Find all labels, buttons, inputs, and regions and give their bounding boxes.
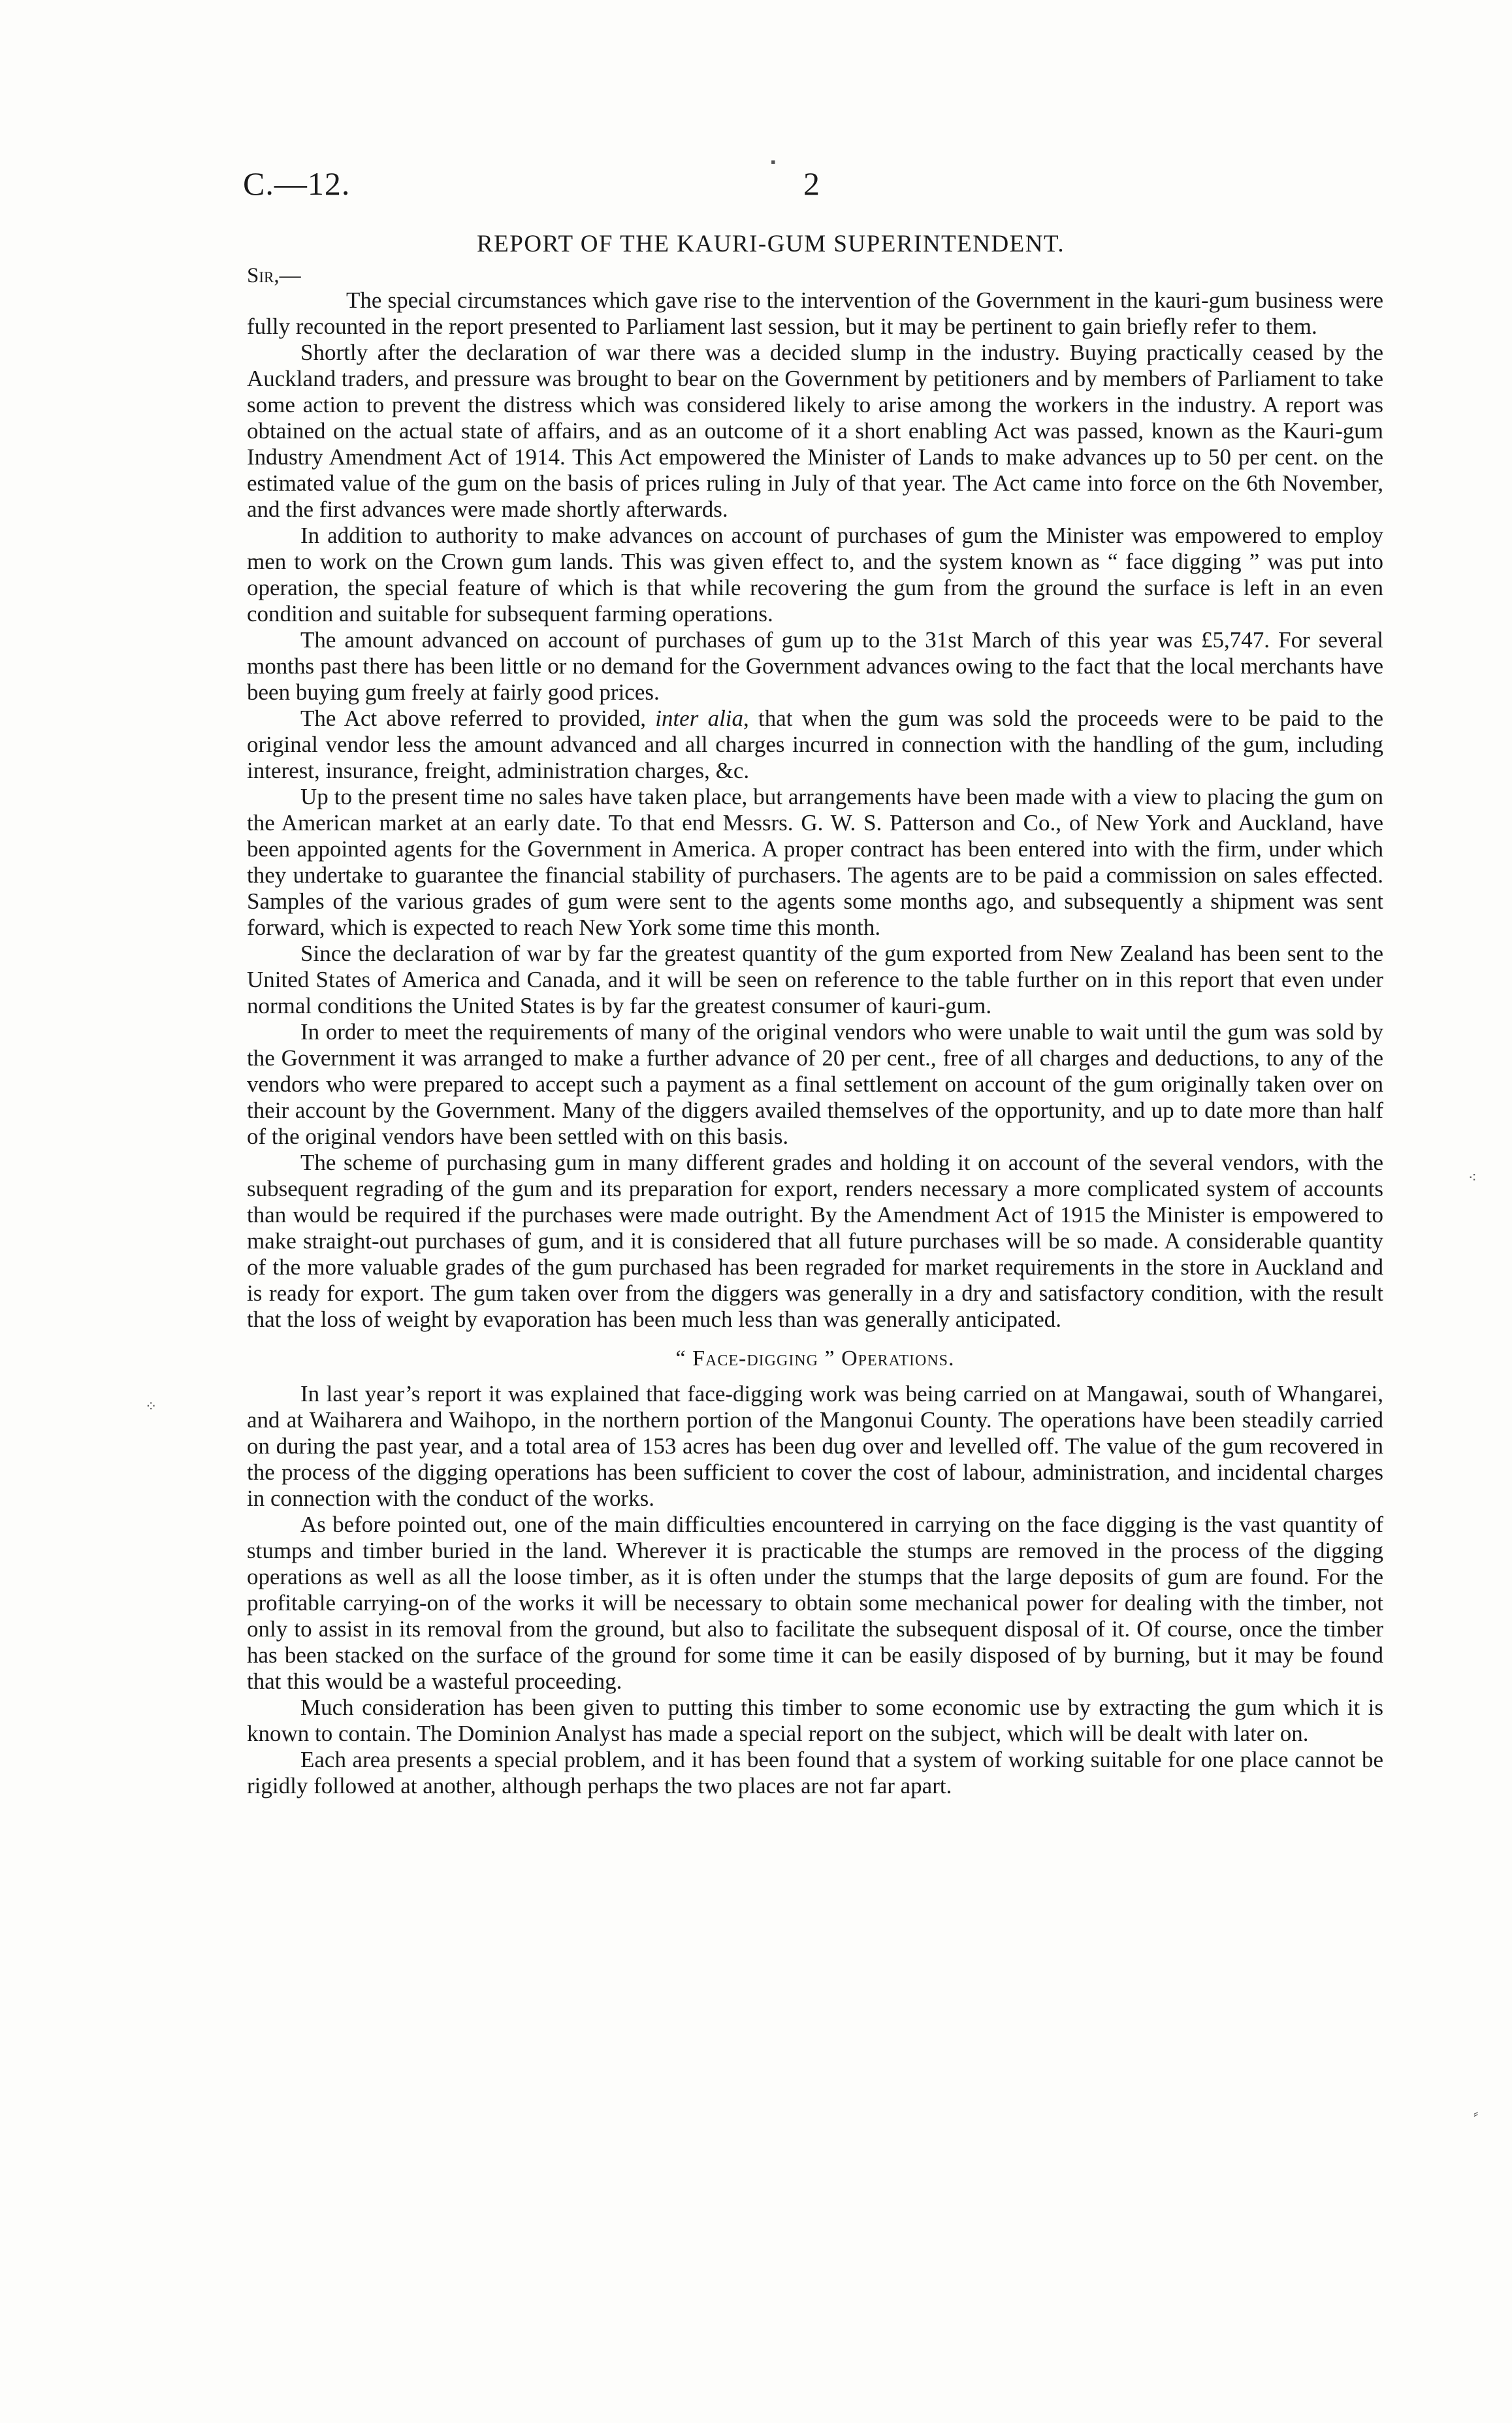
report-body [247,287,1383,1799]
report-title: REPORT OF THE KAURI-GUM SUPERINTENDENT. [477,231,1065,257]
paragraph: In last year’s report it was explained that face-digging work was being carried on at Mangawai, south of Whangarei, and at Waiharera and Waihopo, in the northern portion of the Mangonui County. The operations have been steadily carried on during the past year, and a total area of 153 acres has been dug over and levelled off. The value of the gum recovered in the process of the digging operations has been sufficient to cover the cost of labour, administration, and incidental charges in connection with the conduct of the works. [247,1381,1383,1511]
paragraph: In addition to authority to make advances on account of purchases of gum the Minister was empowered to employ men to work on the Crown gum lands. This was given effect to, and the system known as “ face digging ” was put into operation, the special feature of which is that while recovering the gum from the ground the surface is left in an even condition and suitable for subsequent farming operations. [247,523,1383,626]
paragraph: Up to the present time no sales have taken place, but arrangements have been made with a view to placing the gum on the American market at an early date. To that end Messrs. G. W. S. Patterson and Co., of New York and Auckland, have been appointed agents for the Government in America. A proper contract has been entered into with the firm, under which they undertake to guarantee the financial stability of purchasers. The agents are to be paid a commission on sales effected. Samples of the various grades of gum were sent to the agents some months ago, and subsequently a shipment was sent forward, which is expected to reach New York some time this month. [247,784,1383,940]
paragraph-inter-alia [247,706,1383,784]
ink-speck-icon: ⸗ [1473,2105,1479,2121]
paragraph: The amount advanced on account of purchases of gum up to the 31st March of this year was £5,747. For several months past there has been little or no demand for the Government advances owing to the fact that the local merchants have been buying gum freely at fairly good prices. [247,627,1383,705]
paragraph: The scheme of purchasing gum in many different grades and holding it on account of the several vendors, with the subsequent regrading of the gum and its preparation for export, renders necessary a more complicated system of accounts than would be required if the purchases were made outright. By the Amendment Act of 1915 the Minister is empowered to make straight-out purchases of gum, and it is considered that all future purchases will be so made. A considerable quantity of the more valuable grades of the gum purchased has been regraded for market requirements in the store in Auckland and is ready for export. The gum taken over from the diggers was generally in a dry and satisfactory condition, with the result that the loss of weight by evaporation has been much less than was generally anticipated. [247,1150,1383,1332]
document-reference: C.—12. [243,165,351,202]
ink-speck-icon: ▪ [771,154,776,170]
paragraph: Much consideration has been given to putting this timber to some economic use by extracting the gum which it is known to contain. The Dominion Analyst has made a special report on the subject, which will be dealt with later on. [247,1695,1383,1746]
paragraph: Shortly after the declaration of war there was a decided slump in the industry. Buying practically ceased by the Auckland traders, and pressure was brought to bear on the Government by petitioners and by members of Parliament to take some action to prevent the distress which was considered likely to arise among the workers in the industry. A report was obtained on the actual state of affairs, and as an outcome of it a short enabling Act was passed, known as the Kauri-gum Industry Amendment Act of 1914. This Act empowered the Minister of Lands to make advances up to 50 per cent. on the estimated value of the gum on the basis of prices ruling in July of that year. The Act came into force on the 6th November, and the first advances were made shortly afterwards. [247,340,1383,522]
section-heading: “ Face-digging ” Operations. [675,1346,955,1371]
paragraph-text: , that when the gum was sold the proceeds were to be paid to the original vendor less the amount advanced and all charges incurred in connection with the handling of the gum, including interest, insurance, freight, administration charges, &c. [247,706,1383,783]
paragraph: Each area presents a special problem, and it has been found that a system of working suitable for one place cannot be rigidly followed at another, although perhaps the two places are not far apart. [247,1747,1383,1798]
paragraph: The special circumstances which gave rise to the intervention of the Government in the kauri-gum business were fully recounted in the report presented to Parliament last session, but it may be pertinent to gain briefly refer to them. [247,287,1383,339]
paragraph-text: The Act above referred to provided, [300,706,656,731]
salutation: Sir,— [247,264,301,287]
ink-speck-icon: ⁘ [145,1398,157,1414]
ink-speck-icon: ⁖ [1468,1169,1477,1186]
italic-phrase: inter alia [655,706,744,731]
paragraph: In order to meet the requirements of many of the original vendors who were unable to wait until the gum was sold by the Government it was arranged to make a further advance of 20 per cent., free of all charges and deductions, to any of the vendors who were prepared to accept such a payment as a final settlement on account of the gum originally taken over on their account by the Government. Many of the diggers availed themselves of the opportunity, and up to date more than half of the original vendors have been settled with on this basis. [247,1019,1383,1149]
paragraph: Since the declaration of war by far the greatest quantity of the gum exported from New Zealand has been sent to the United States of America and Canada, and it will be seen on reference to the table further on in this report that even under normal conditions the United States is by far the greatest consumer of kauri-gum. [247,941,1383,1018]
page-number: 2 [803,165,820,202]
paragraph: As before pointed out, one of the main difficulties encountered in carrying on the face digging is the vast quantity of stumps and timber buried in the land. Wherever it is practicable the stumps are removed in the process of the digging operations as well as all the loose timber, as it is often under the stumps that the large deposits of gum are found. For the profitable carrying-on of the works it will be necessary to obtain some mechanical power for dealing with the timber, not only to assist in its removal from the ground, but also to facilitate the subsequent disposal of it. Of course, once the timber has been stacked on the surface of the ground for some time it can be easily disposed of by burning, but it may be found that this would be a wasteful proceeding. [247,1512,1383,1694]
